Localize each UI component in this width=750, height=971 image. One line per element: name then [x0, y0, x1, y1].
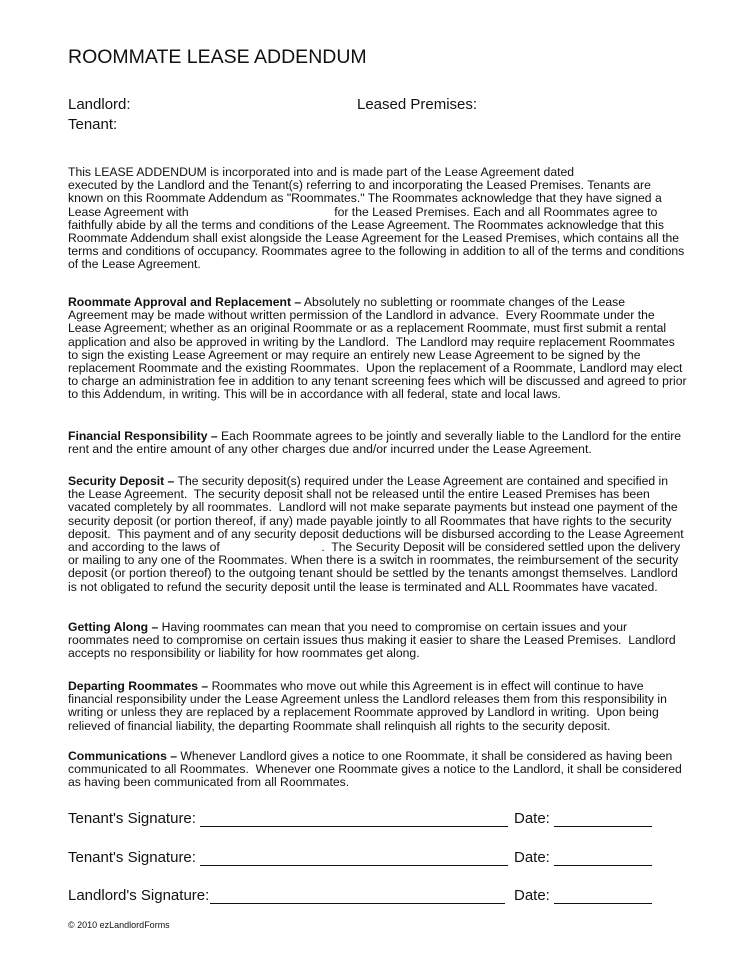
section-text: Whenever Landlord gives a notice to one Roommate, it shall be considered as having been [177, 749, 673, 763]
leased-premises-label: Leased Premises: [357, 96, 478, 113]
financial-responsibility-paragraph [68, 430, 681, 456]
text-line: This LEASE ADDENDUM is incorporated into and is made part of the Lease Agreement dated [68, 165, 575, 179]
tenant-signature-line-2[interactable] [200, 865, 508, 866]
section-text: Each Roommate agrees to be jointly and severally liable to the Landlord for the entire [217, 429, 682, 443]
copyright-footer: © 2010 ezLandlordForms [68, 920, 170, 930]
date-line-3[interactable] [554, 903, 652, 904]
tenant-signature-label-2: Tenant's Signature: [68, 849, 196, 866]
tenant-signature-label-1: Tenant's Signature: [68, 810, 196, 827]
text-line: to charge an administration fee in addition to any tenant screening fees which will be discussed and agreed to prior [68, 374, 687, 389]
text-line: faithfully abide by all the terms and conditions of the Lease Agreement. The Roommates acknowledge that this [68, 217, 664, 232]
getting-along-paragraph [68, 621, 676, 661]
text-line: to sign the existing Lease Agreement or may require an entirely new Lease Agreement to be signed by the [68, 347, 641, 362]
date-label-3: Date: [514, 887, 550, 904]
intro-paragraph [68, 166, 684, 272]
text-line: rent and the entire amount of any other charges due and/or incurred under the Lease Agreement. [68, 442, 592, 457]
text-line: roommates need to compromise on certain issues thus making it easier to share the Leased Premises. Landlord [68, 633, 676, 648]
text-line: the Lease Agreement. The security deposit shall not be released until the entire Leased Premises has been [68, 487, 650, 502]
text-line: deposit. This payment and of any security deposit deductions will be disbursed according to the Lease Agreement [68, 526, 684, 541]
text-line: security deposit (or portion thereof, if any) made payable jointly to all Roommates that have rights to the security [68, 513, 672, 528]
section-heading: Departing Roommates – [68, 679, 209, 693]
text-line: terms and conditions of occupancy. Roommates agree to the following in addition to all of the terms and conditions [68, 244, 685, 259]
section-heading: Security Deposit – [68, 474, 175, 488]
date-line-1[interactable] [554, 826, 652, 827]
security-deposit-paragraph [68, 475, 684, 594]
text-line: to this Addendum, in writing. This will be in accordance with all federal, state and local laws. [68, 387, 561, 402]
text-line: as having been communicated from all Roommates. [68, 775, 350, 790]
date-line-2[interactable] [554, 865, 652, 866]
document-title: ROOMMATE LEASE ADDENDUM [68, 46, 367, 68]
section-text: Roommates who move out while this Agreement is in effect will continue to have [208, 679, 644, 693]
text-line: and according to the laws of . The Security Deposit will be considered settled upon the delivery [68, 540, 681, 555]
landlord-label: Landlord: [68, 96, 131, 113]
section-text: The security deposit(s) required under the Lease Agreement are contained and specified in [174, 474, 669, 488]
text-line: Lease Agreement; whether as an original Roommate or as a replacement Roommate, must first submit a rental [68, 321, 667, 336]
section-heading: Communications – [68, 749, 178, 763]
text-line: Agreement may be made without written permission of the Landlord in advance. Every Roommate under the [68, 308, 655, 323]
section-heading: Getting Along – [68, 620, 159, 634]
date-label-1: Date: [514, 810, 550, 827]
text-line: replacement Roommate and the existing Roommates. Upon the replacement of a Roommate, Landlord may elect [68, 361, 683, 376]
section-heading: Financial Responsibility – [68, 429, 218, 443]
section-text: Absolutely no subletting or roommate changes of the Lease [301, 295, 626, 309]
landlord-signature-label: Landlord's Signature: [68, 887, 210, 904]
landlord-signature-line[interactable] [210, 903, 505, 904]
tenant-signature-line-1[interactable] [200, 826, 508, 827]
text-line: is not obligated to refund the security deposit until the lease is terminated and ALL Roommates have vacated. [68, 579, 658, 594]
date-label-2: Date: [514, 849, 550, 866]
text-line: deposit (or portion thereof) to the outgoing tenant should be settled by the tenants amongst themselves. Landlord [68, 566, 678, 581]
text-line: application and also be approved in writing by the Landlord. The Landlord may require replacement Roommates [68, 334, 675, 349]
section-heading: Roommate Approval and Replacement – [68, 295, 302, 309]
text-line: Lease Agreement with for the Leased Premises. Each and all Roommates agree to [68, 204, 658, 219]
text-line: vacated completely by all roommates. Landlord will not make separate payments but instead one payment of the [68, 500, 678, 515]
text-line: executed by the Landlord and the Tenant(s) referring to and incorporating the Leased Premises. Tenants are [68, 178, 651, 193]
departing-roommates-paragraph [68, 680, 667, 733]
text-line: or mailing to any one of the Roommates. When there is a switch in roommates, the reimbursement of the security [68, 553, 679, 568]
communications-paragraph [68, 750, 682, 790]
text-line: known on this Roommate Addendum as "Roommates." The Roommates acknowledge that they have signed a [68, 191, 662, 206]
text-line: accepts no responsibility or liability for how roommates get along. [68, 646, 420, 661]
text-line: Roommate Addendum shall exist alongside the Lease Agreement for the Leased Premises, which contains all the [68, 231, 680, 246]
text-line: relieved of financial liability, the departing Roommate shall relinquish all rights to the security deposit. [68, 718, 611, 733]
roommate-approval-paragraph [68, 296, 687, 402]
text-line: of the Lease Agreement. [68, 257, 201, 272]
tenant-label: Tenant: [68, 116, 118, 133]
text-line: writing or unless they are replaced by a replacement Roommate approved by Landlord in writing. Upon being [68, 705, 659, 720]
section-text: Having roommates can mean that you need to compromise on certain issues and your [158, 620, 628, 634]
text-line: financial responsibility under the Lease Agreement unless the Landlord releases them from this responsibility in [68, 692, 667, 707]
text-line: communicated to all Roommates. Whenever one Roommate gives a notice to the Landlord, it shall be considered [68, 762, 682, 777]
